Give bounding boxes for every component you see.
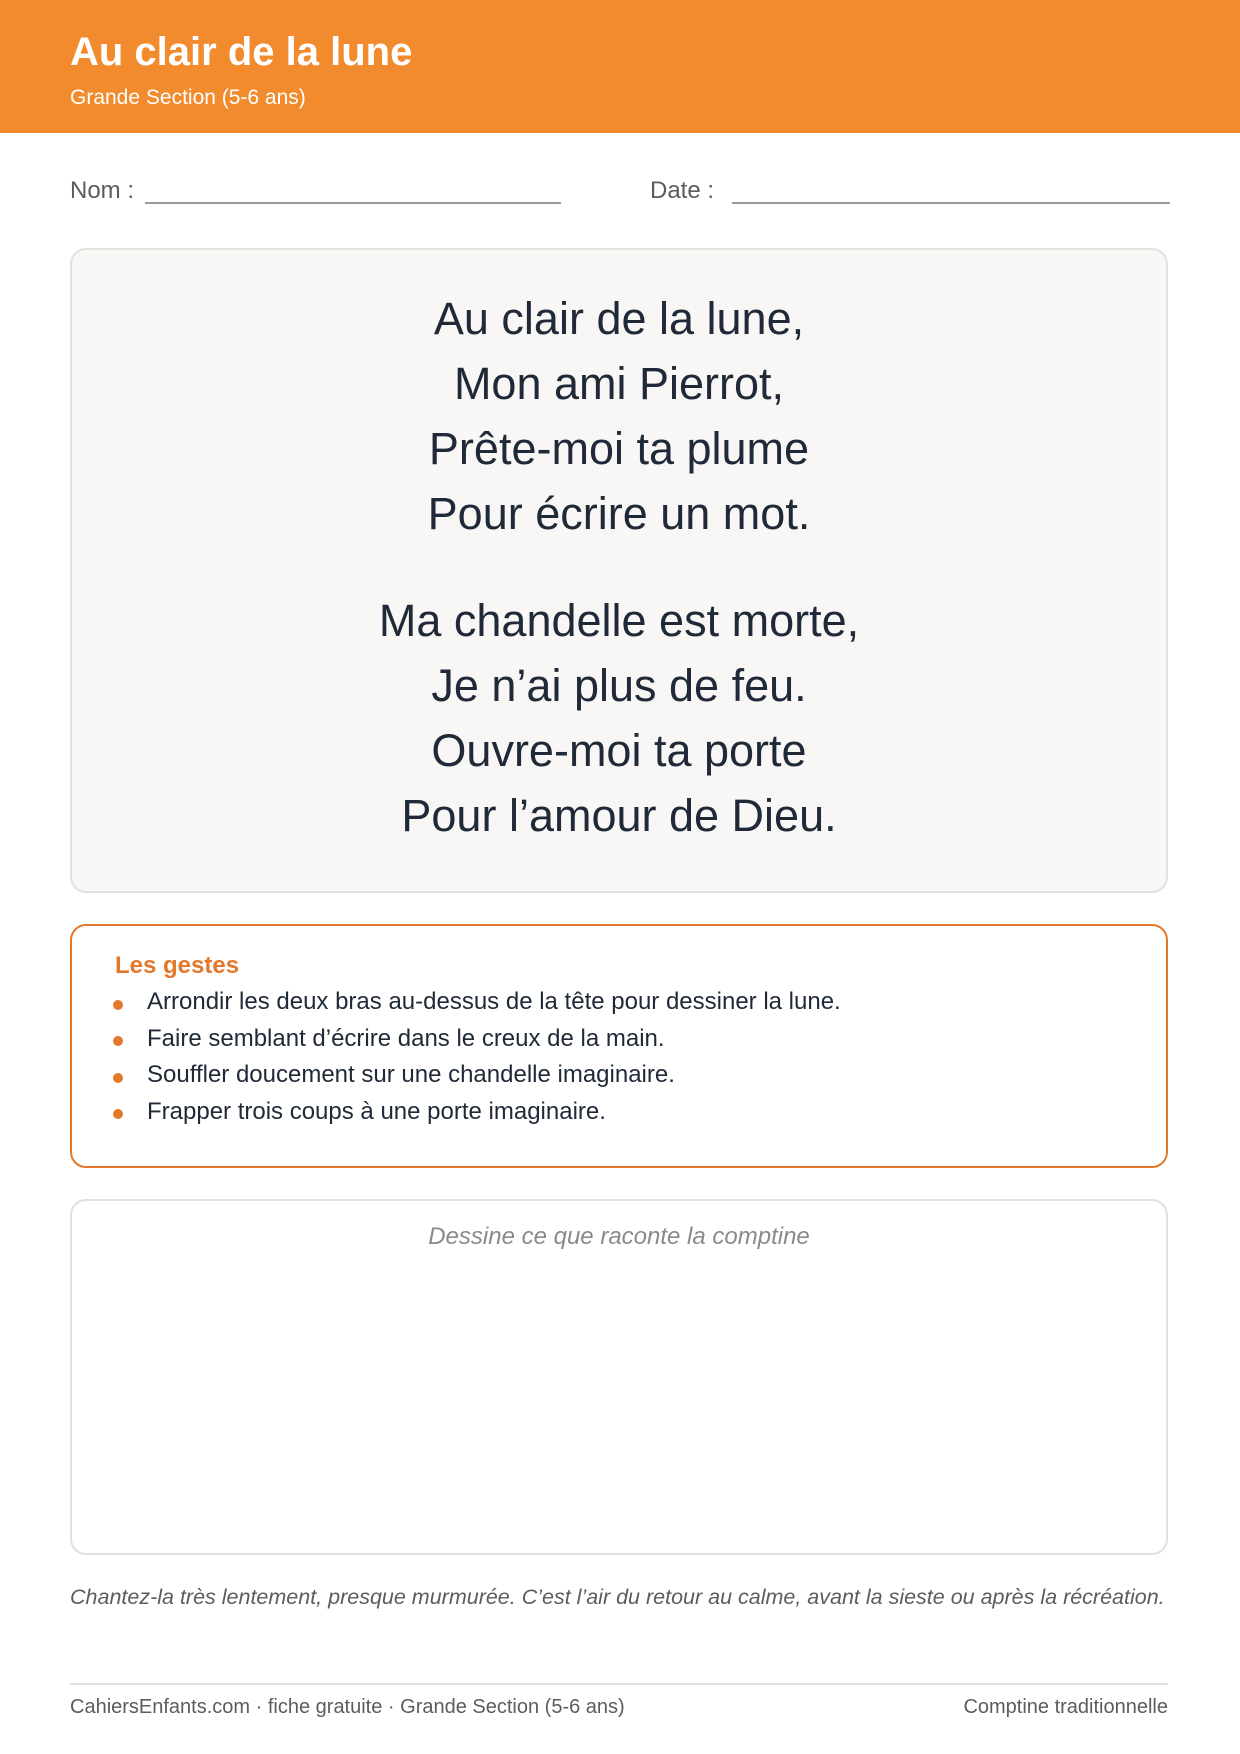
bullet-icon: [113, 1000, 123, 1010]
gesture-text: Faire semblant d’écrire dans le creux de la main.: [147, 1024, 665, 1052]
poem-stanza-2: [72, 588, 1166, 848]
date-field-line[interactable]: [732, 202, 1170, 204]
page-title: Au clair de la lune: [70, 30, 413, 74]
poem-line: Ma chandelle est morte,: [378, 595, 860, 646]
poem-box: [70, 248, 1168, 893]
list-item: [113, 1021, 841, 1058]
bullet-icon: [113, 1109, 123, 1119]
teacher-note: Chantez-la très lentement, presque murmurée. C’est l’air du retour au calme, avant la sieste ou après la récréation.: [70, 1585, 1165, 1609]
gesture-text: Frapper trois coups à une porte imaginaire.: [147, 1097, 606, 1125]
page-subtitle: Grande Section (5-6 ans): [70, 86, 306, 109]
name-field-line[interactable]: [145, 202, 561, 204]
poem-line: Pour l’amour de Dieu.: [401, 790, 837, 841]
drawing-prompt: Dessine ce que raconte la comptine: [428, 1223, 810, 1250]
poem-line: Mon ami Pierrot,: [453, 358, 785, 409]
page-header: [0, 0, 1240, 133]
gestures-box: [70, 924, 1168, 1168]
footer-left-text: CahiersEnfants.com · fiche gratuite · Grande Section (5-6 ans): [70, 1696, 625, 1718]
poem-line: Ouvre-moi ta porte: [431, 725, 807, 776]
poem-line: Je n’ai plus de feu.: [431, 660, 807, 711]
poem-line: Au clair de la lune,: [433, 293, 805, 344]
date-label: Date :: [650, 177, 715, 204]
poem-stanza-1: [72, 286, 1166, 546]
list-item: [113, 1057, 841, 1094]
poem-line: Pour écrire un mot.: [427, 488, 811, 539]
footer-right-text: Comptine traditionnelle: [963, 1696, 1168, 1718]
list-item: [113, 1094, 841, 1131]
gesture-text: Arrondir les deux bras au-dessus de la tête pour dessiner la lune.: [147, 988, 841, 1015]
gestures-title: Les gestes: [115, 952, 240, 979]
gesture-text: Souffler doucement sur une chandelle imaginaire.: [147, 1061, 675, 1088]
bullet-icon: [113, 1073, 123, 1083]
bullet-icon: [113, 1036, 123, 1046]
name-label: Nom :: [70, 177, 135, 204]
poem-line: Prête-moi ta plume: [428, 423, 810, 474]
footer-divider: [70, 1683, 1168, 1685]
gestures-list: [113, 984, 841, 1130]
drawing-area[interactable]: [70, 1199, 1168, 1555]
list-item: [113, 984, 841, 1021]
